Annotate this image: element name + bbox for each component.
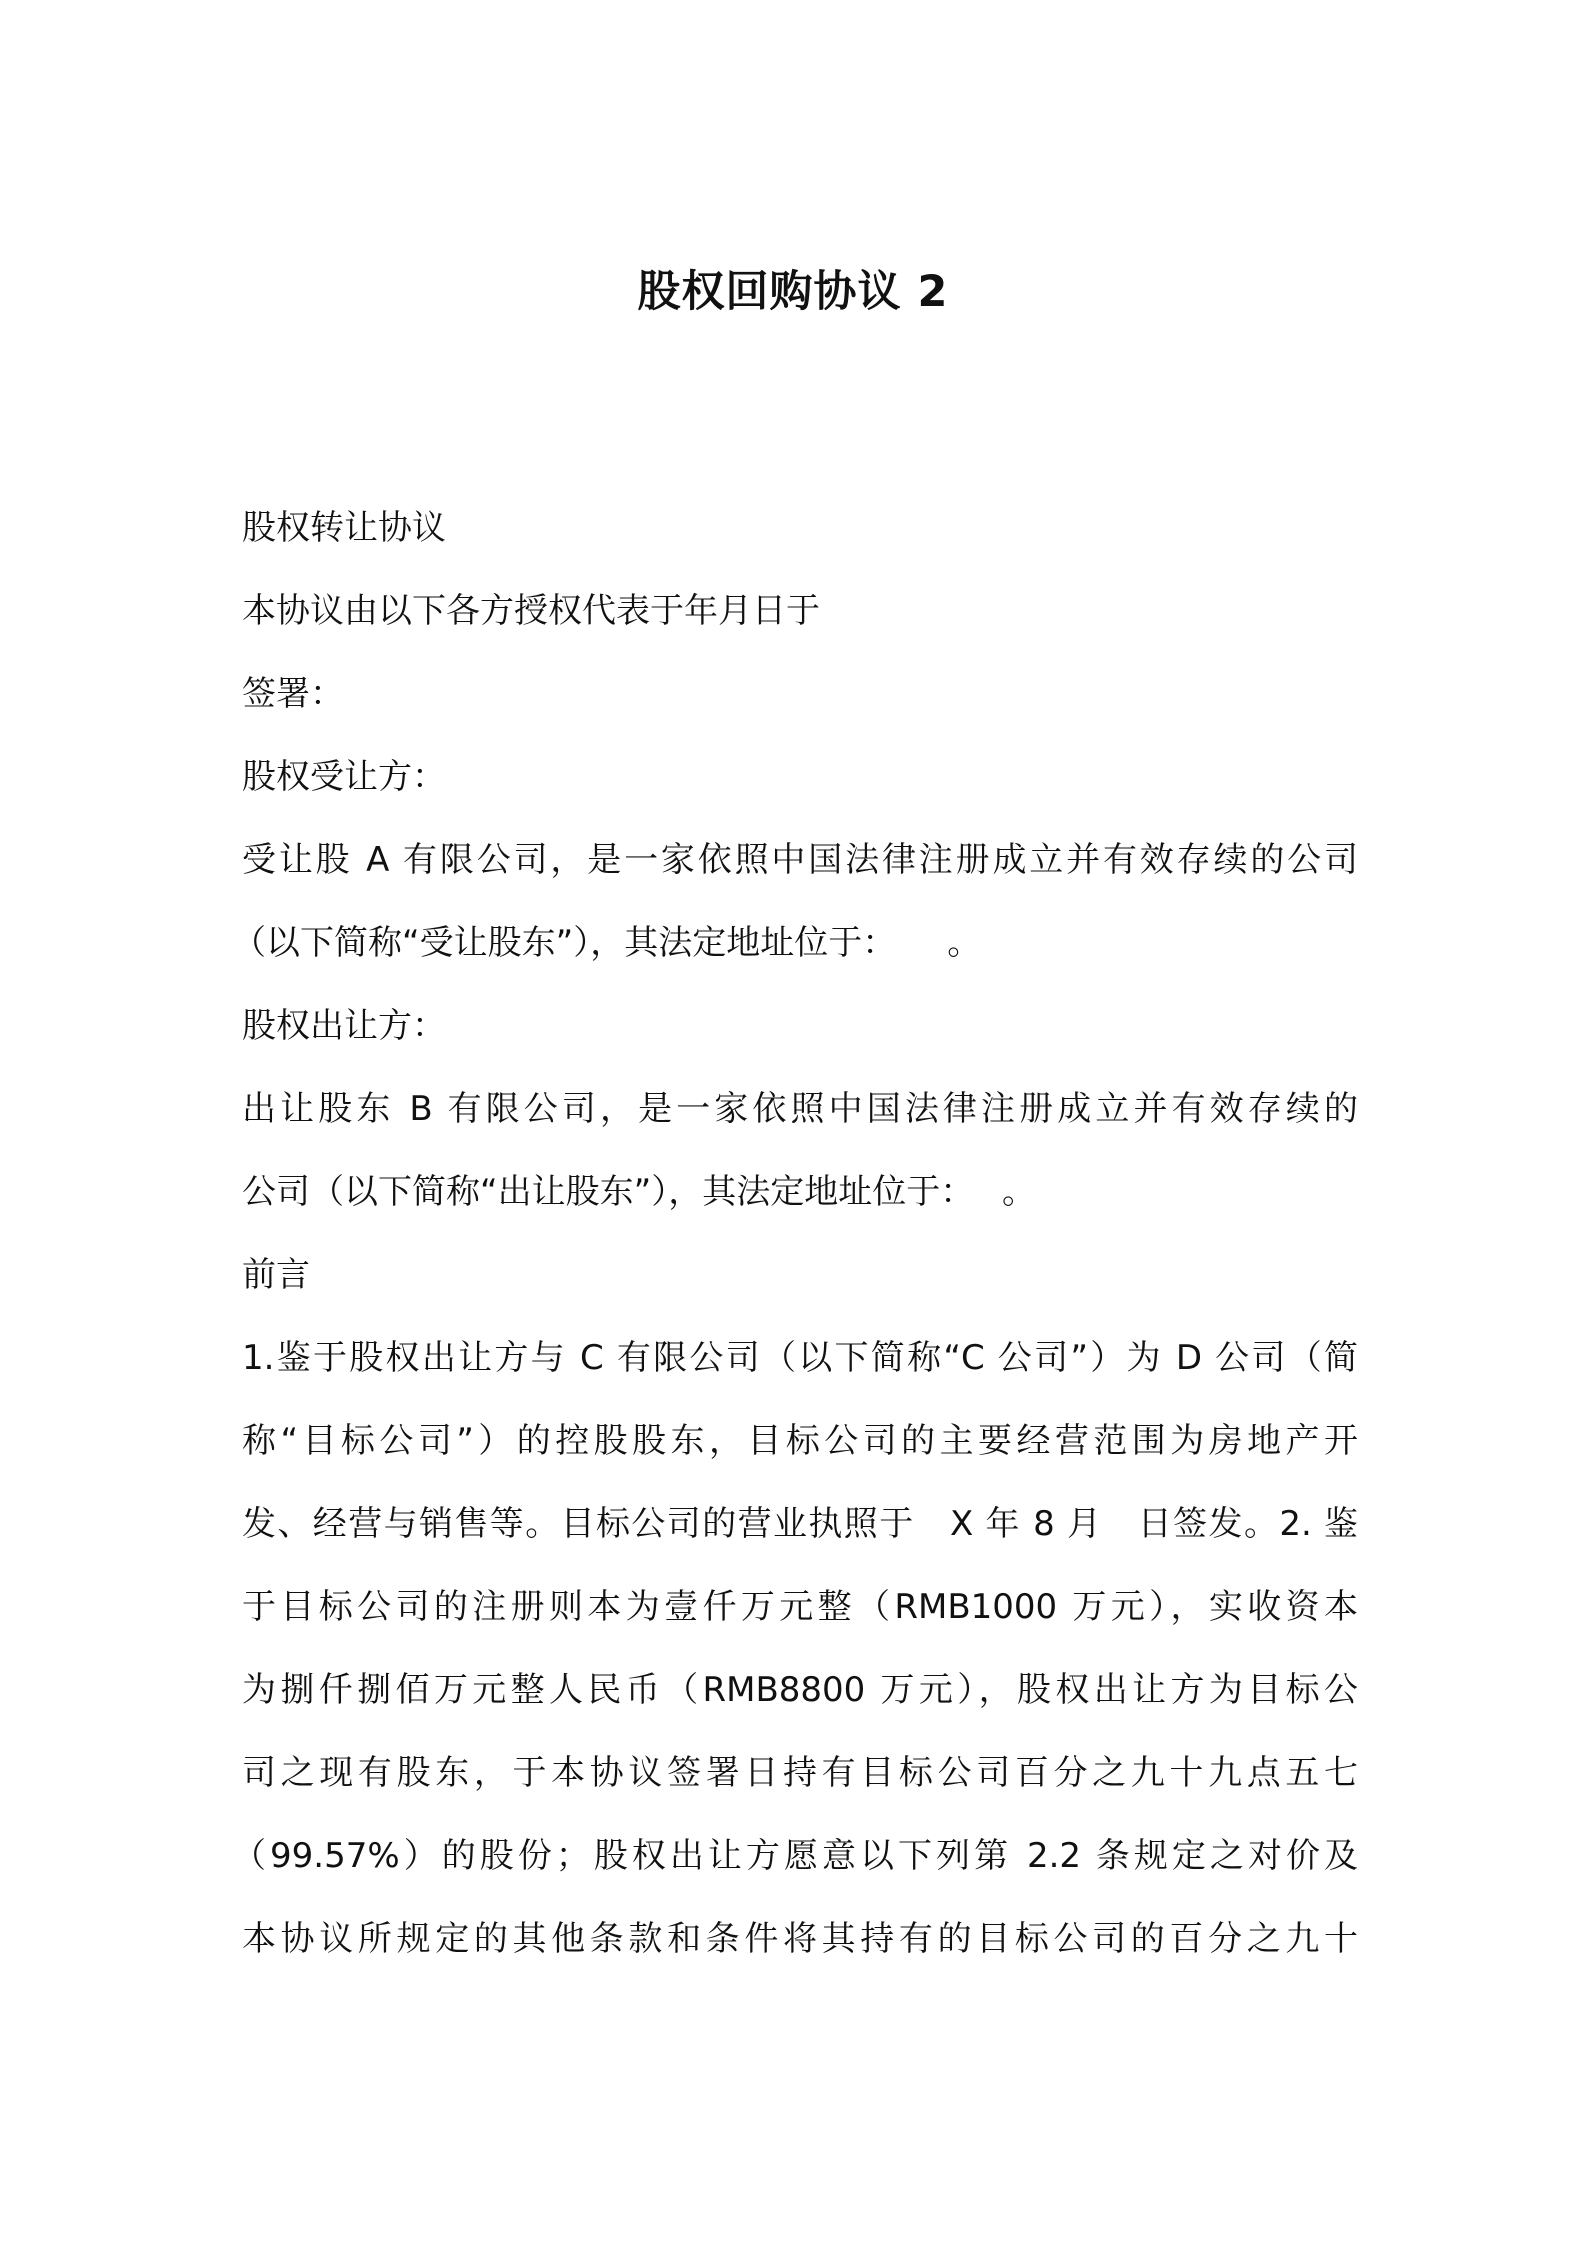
document-title: 股权回购协议 2 <box>637 267 949 317</box>
text-line: 于目标公司的注册则本为壹仟万元整（RMB1000 万元），实收资本 <box>242 1587 1358 1627</box>
text-line: 为捌仟捌佰万元整人民币（RMB8800 万元），股权出让方为目标公 <box>242 1670 1358 1710</box>
text-line: 股权转让协议 <box>242 508 446 548</box>
text-line: （以下简称“受让股东”），其法定地址位于： 。 <box>232 923 982 963</box>
text-line: 司之现有股东，于本协议签署日持有目标公司百分之九十九点五七 <box>242 1753 1358 1793</box>
text-line: （99.57%）的股份；股权出让方愿意以下列第 2.2 条规定之对价及 <box>232 1836 1358 1876</box>
text-line: 公司（以下简称“出让股东”），其法定地址位于： 。 <box>242 1172 1037 1212</box>
text-line: 出让股东 B 有限公司，是一家依照中国法律注册成立并有效存续的 <box>242 1089 1358 1129</box>
text-line: 1.鉴于股权出让方与 C 有限公司（以下简称“C 公司”）为 D 公司（简 <box>242 1338 1358 1378</box>
text-line: 称“目标公司”）的控股股东，目标公司的主要经营范围为房地产开 <box>242 1421 1358 1461</box>
text-line: 发、经营与销售等。目标公司的营业执照于 X 年 8 月 日签发。2. 鉴 <box>242 1504 1358 1544</box>
text-line: 签署： <box>242 674 344 714</box>
text-line: 本协议由以下各方授权代表于年月日于 <box>242 591 820 631</box>
text-line: 受让股 A 有限公司，是一家依照中国法律注册成立并有效存续的公司 <box>242 840 1358 880</box>
text-line: 本协议所规定的其他条款和条件将其持有的目标公司的百分之九十 <box>242 1919 1358 1959</box>
text-line: 股权出让方： <box>242 1006 446 1046</box>
text-line: 股权受让方： <box>242 757 446 797</box>
section-heading: 前言 <box>242 1255 310 1295</box>
